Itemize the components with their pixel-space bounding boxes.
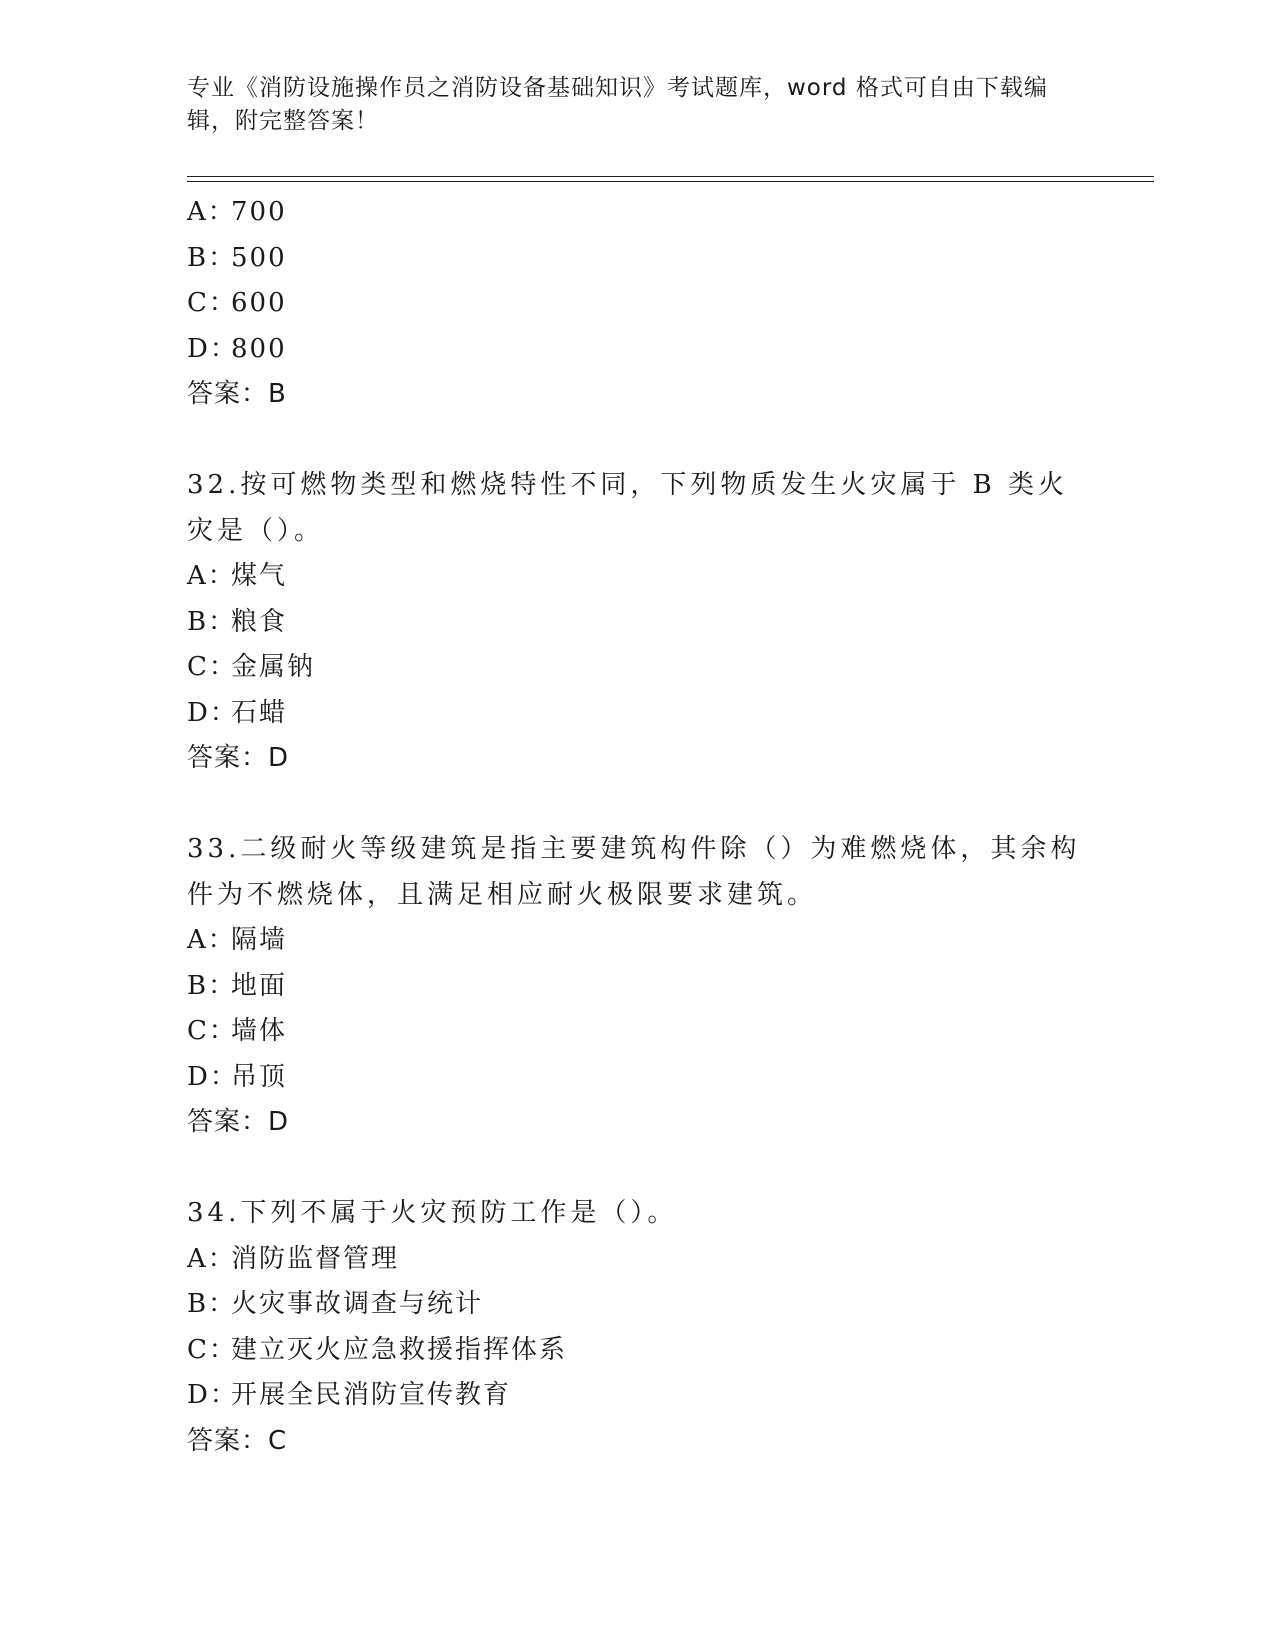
option-d: D：800 <box>187 333 287 364</box>
question-text: 34.下列不属于火灾预防工作是（）。 <box>187 1198 678 1228</box>
option-c: C：建立灭火应急救援指挥体系 <box>187 1334 568 1365</box>
answer: 答案：C <box>187 1425 288 1456</box>
answer: 答案：D <box>187 1107 290 1137</box>
answer: 答案：B <box>187 379 287 409</box>
answer: 答案：D <box>187 743 290 773</box>
question-32 <box>187 463 1087 782</box>
question-text: 33.二级耐火等级建筑是指主要建筑构件除（）为难燃烧体，其余构件为不燃烧体，且满足相应耐火极限要求建筑。 <box>187 834 1081 910</box>
option-d: D：石蜡 <box>187 697 288 728</box>
option-d: D：吊顶 <box>187 1061 288 1092</box>
option-a: A：煤气 <box>187 561 288 591</box>
document-header: 专业《消防设施操作员之消防设备基础知识》考试题库，word 格式可自由下载编辑，附完整答案！ <box>187 75 1048 134</box>
option-c: C：墙体 <box>187 1016 288 1046</box>
option-c: C：金属钠 <box>187 652 316 682</box>
option-b: B：火灾事故调查与统计 <box>187 1289 484 1319</box>
option-a: A：消防监督管理 <box>187 1243 400 1274</box>
option-b: B：粮食 <box>187 606 288 637</box>
header-divider-top <box>187 176 1154 177</box>
option-b: B：500 <box>187 242 287 273</box>
question-list <box>187 190 1087 1464</box>
option-a: A：隔墙 <box>187 925 288 955</box>
option-d: D：开展全民消防宣传教育 <box>187 1380 512 1410</box>
question-33 <box>187 827 1087 1146</box>
question-34 <box>187 1191 1087 1464</box>
question-31 <box>187 190 1087 418</box>
option-b: B：地面 <box>187 970 288 1001</box>
header-divider-bottom <box>187 181 1154 182</box>
question-text: 32.按可燃物类型和燃烧特性不同，下列物质发生火灾属于 B 类火灾是（）。 <box>187 470 1068 546</box>
option-c: C：600 <box>187 288 287 318</box>
option-a: A：700 <box>187 197 287 227</box>
